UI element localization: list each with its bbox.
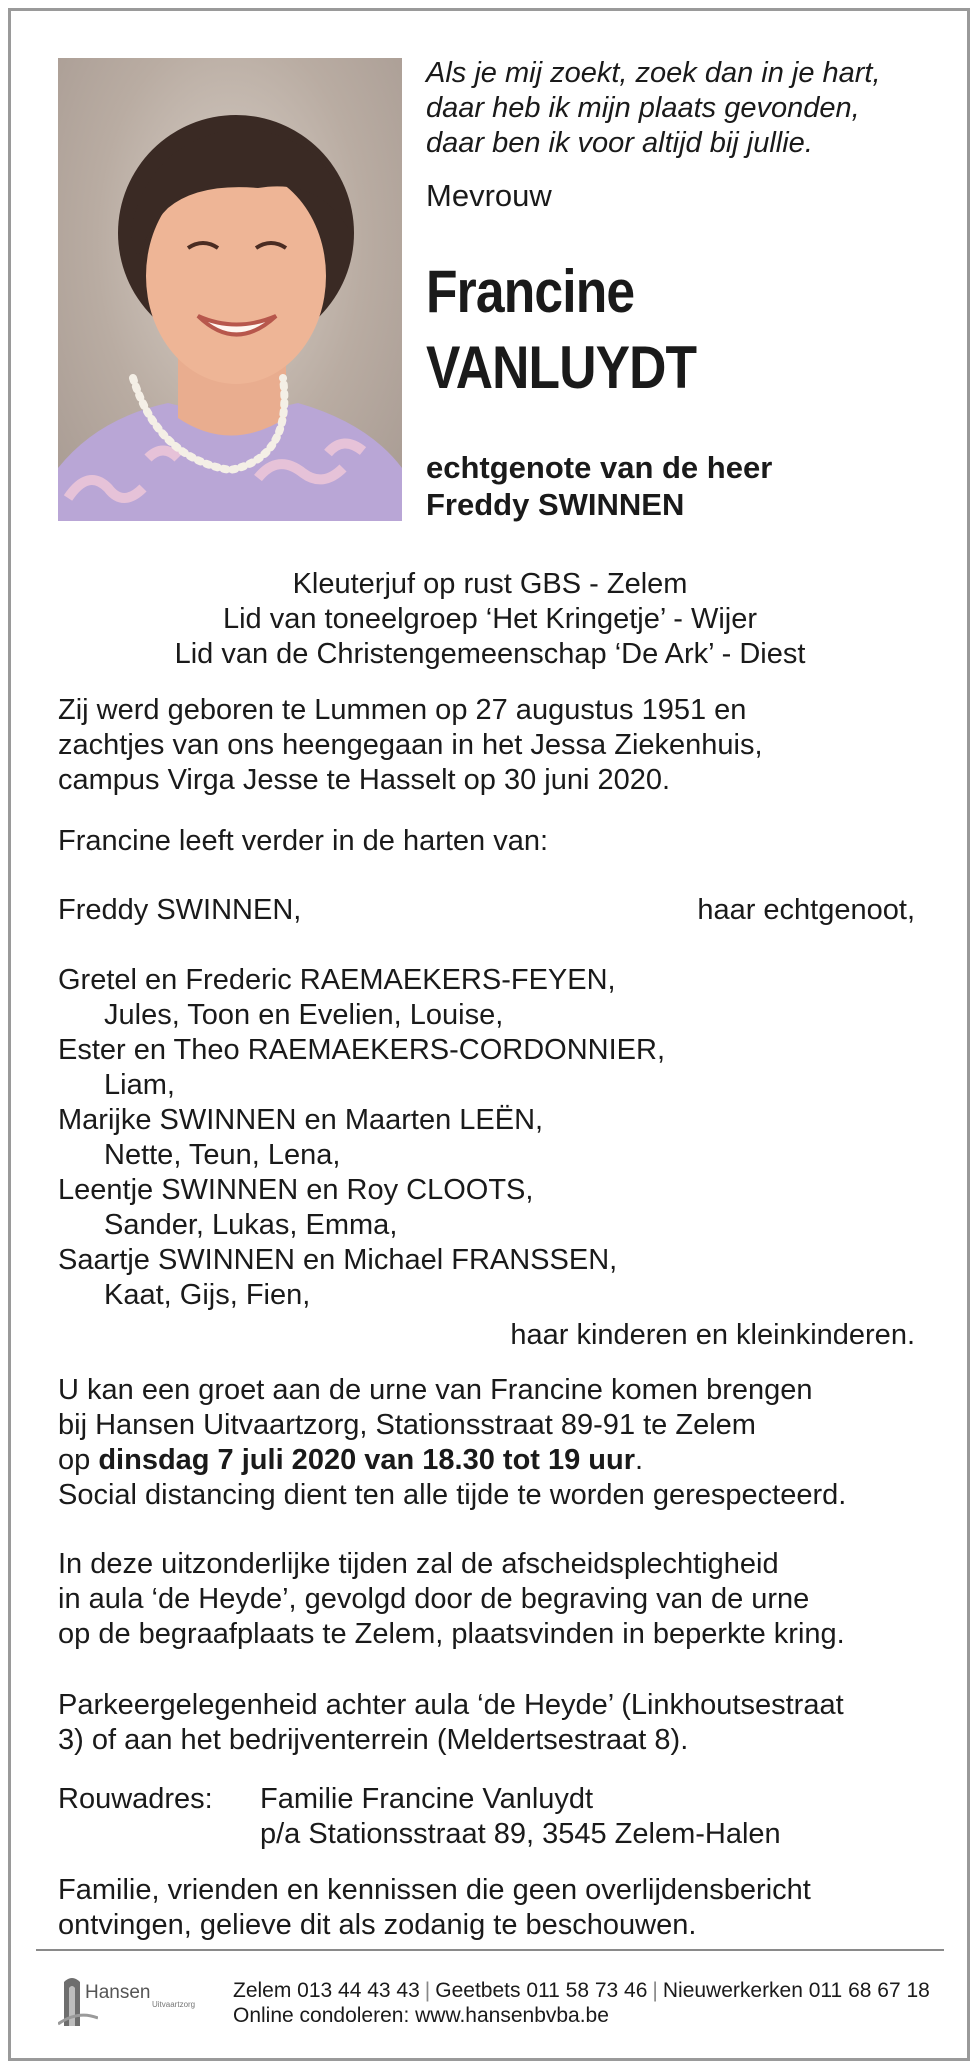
urn-visit-block <box>58 1373 846 1513</box>
urn-line-1: U kan een groet aan de urne van Francine komen brengen <box>58 1374 813 1406</box>
separator: | <box>652 1979 658 2002</box>
role-line: Kleuterjuf op rust GBS - Zelem <box>292 568 688 600</box>
memorial-poem <box>426 56 946 161</box>
ceremony-line: in aula ‘de Heyde’, gevolgd door de begraving van de urne <box>58 1583 810 1615</box>
family-children: Liam, <box>104 1069 175 1101</box>
family-children: Jules, Toon en Evelien, Louise, <box>104 999 504 1031</box>
footer-contact <box>233 1978 930 2028</box>
separator: | <box>424 1979 431 2002</box>
spouse-info <box>426 449 772 523</box>
phone-geetbets: Geetbets 011 58 73 46 <box>435 1979 648 2002</box>
portrait-photo <box>58 58 402 521</box>
poem-line: Als je mij zoekt, zoek dan in je hart, <box>426 57 881 89</box>
phone-zelem: Zelem 013 44 43 43 <box>233 1979 420 2002</box>
urn-line-3-prefix: op <box>58 1444 99 1476</box>
role-line: Lid van de Christengemeenschap ‘De Ark’ - Diest <box>174 638 806 670</box>
family-parents: Ester en Theo RAEMAEKERS-CORDONNIER, <box>58 1034 666 1066</box>
ceremony-line: op de begraafplaats te Zelem, plaatsvinden in beperkte kring. <box>58 1618 845 1650</box>
family-children: Nette, Teun, Lena, <box>104 1139 341 1171</box>
honorific: Mevrouw <box>426 178 552 213</box>
urn-line-2: bij Hansen Uitvaartzorg, Stationsstraat 89-91 te Zelem <box>58 1409 756 1441</box>
logo-subtitle: Uitvaartzorg <box>152 2000 196 2009</box>
urn-line-4: Social distancing dient ten alle tijde te worden gerespecteerd. <box>58 1479 847 1511</box>
closing-line: Familie, vrienden en kennissen die geen overlijdensbericht <box>58 1874 811 1906</box>
birth-death-line: campus Virga Jesse te Hasselt op 30 juni 2020. <box>58 764 671 796</box>
address-label: Rouwadres: <box>58 1783 213 1815</box>
family-list <box>58 963 665 1313</box>
funeral-home-logo <box>58 1970 208 2030</box>
poem-line: daar heb ik mijn plaats gevonden, <box>426 92 860 124</box>
family-parents: Gretel en Frederic RAEMAEKERS-FEYEN, <box>58 964 616 996</box>
parking-block <box>58 1688 844 1758</box>
lives-on-intro: Francine leeft verder in de harten van: <box>58 825 549 857</box>
husband-role: haar echtgenoot, <box>697 894 915 926</box>
spouse-line-1: echtgenote van de heer <box>426 450 773 485</box>
deceased-name <box>426 254 696 406</box>
urn-line-3-suffix: . <box>635 1444 644 1476</box>
children-role: haar kinderen en kleinkinderen. <box>510 1319 915 1351</box>
closing-block <box>58 1873 811 1943</box>
urn-line-3 <box>58 1443 846 1478</box>
address-line-2: p/a Stationsstraat 89, 3545 Zelem-Halen <box>260 1818 781 1850</box>
family-children: Kaat, Gijs, Fien, <box>104 1279 311 1311</box>
family-parents: Marijke SWINNEN en Maarten LEËN, <box>58 1104 544 1136</box>
footer-phones <box>233 1978 930 2003</box>
family-children: Sander, Lukas, Emma, <box>104 1209 398 1241</box>
ceremony-block <box>58 1547 845 1652</box>
role-line: Lid van toneelgroep ‘Het Kringetje’ - Wijer <box>222 603 758 635</box>
birth-death-block <box>58 693 763 798</box>
ceremony-line: In deze uitzonderlijke tijden zal de afscheidsplechtigheid <box>58 1548 779 1580</box>
husband-name: Freddy SWINNEN, <box>58 894 302 926</box>
roles-block <box>0 567 980 672</box>
family-parents: Leentje SWINNEN en Roy CLOOTS, <box>58 1174 534 1206</box>
first-name: Francine <box>426 258 635 325</box>
birth-death-line: Zij werd geboren te Lummen op 27 augustus 1951 en <box>58 694 747 726</box>
spouse-line-2: Freddy SWINNEN <box>426 487 685 522</box>
family-parents: Saartje SWINNEN en Michael FRANSSEN, <box>58 1244 618 1276</box>
footer-divider <box>36 1949 944 1951</box>
visit-date-time: dinsdag 7 juli 2020 van 18.30 tot 19 uur <box>98 1444 636 1476</box>
closing-line: ontvingen, gelieve dit als zodanig te beschouwen. <box>58 1909 697 1941</box>
parking-line: 3) of aan het bedrijventerrein (Meldertsestraat 8). <box>58 1724 689 1756</box>
online-condolence: Online condoleren: www.hansenbvba.be <box>233 2004 609 2027</box>
last-name: VANLUYDT <box>426 334 697 401</box>
phone-nieuwerkerken: Nieuwerkerken 011 68 67 18 <box>662 1979 930 2002</box>
birth-death-line: zachtjes van ons heengegaan in het Jessa Ziekenhuis, <box>58 729 763 761</box>
logo-name: Hansen <box>85 1982 151 2003</box>
parking-line: Parkeergelegenheid achter aula ‘de Heyde’ (Linkhoutsestraat <box>58 1689 844 1721</box>
address-line-1: Familie Francine Vanluydt <box>260 1783 594 1815</box>
address-block <box>260 1782 781 1852</box>
poem-line: daar ben ik voor altijd bij jullie. <box>426 127 813 159</box>
